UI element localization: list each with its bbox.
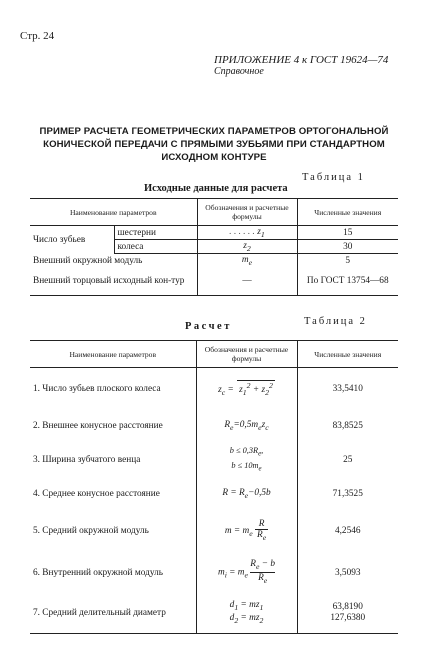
table1-header-name: Наименование параметров [30, 199, 197, 226]
document-title [18, 125, 410, 164]
z2-value: 30 [297, 240, 398, 254]
row-1-formula: $z_c = z_1^2 + z_2^2$ [196, 368, 297, 410]
row-5-value: 4,2546 [297, 510, 398, 552]
row-7-value-2: 127,6380 [330, 613, 366, 624]
row-6-formula: $m_i = m_e$ $\frac{R_e - b}{R_e}$ [196, 552, 297, 594]
contour-label: Внешний торцовый исходный кон-тур [30, 268, 197, 296]
row-4-name: 4. Среднее конусное расстояние [33, 488, 160, 499]
module-value: 5 [297, 254, 398, 268]
contour-symbol: — [197, 268, 297, 296]
appendix-title: ПРИЛОЖЕНИЕ 4 к ГОСТ 19624—74 [214, 54, 389, 66]
row-2-value: 83,8525 [297, 410, 398, 442]
table2-title: Расчет [185, 321, 232, 332]
row-2-formula: $R_e=0,5m_ez_c$ [196, 410, 297, 442]
row-3-value: 25 [297, 442, 398, 478]
table1-header-formula: Обозначения и расчетные формулы [197, 199, 297, 226]
contour-value: По ГОСТ 13754—68 [297, 268, 398, 296]
table2 [30, 340, 398, 634]
table-row [30, 478, 398, 510]
table1 [30, 198, 398, 296]
table1-header-value: Численные значения [297, 199, 398, 226]
row-5-formula: $m = m_e$ $\frac{R}{R_e}$ [196, 510, 297, 552]
module-label: Внешний окружной модуль [33, 255, 143, 266]
row-6-name: 6. Внутренний окружной модуль [33, 567, 163, 578]
row-5-name: 5. Средний окружной модуль [33, 525, 149, 536]
row-7-value-1: 63,8190 [332, 602, 363, 613]
table2-header-formula: Обозначения и расчетные формулы [196, 341, 297, 368]
pinion-label: шестерни [114, 226, 197, 240]
table-row [30, 594, 398, 634]
row-7-value [297, 594, 398, 634]
appendix-subtitle: Справочное [214, 66, 264, 77]
z1-value: 15 [297, 226, 398, 240]
table2-header-value: Численные значения [297, 341, 398, 368]
row-3-name: 3. Ширина зубчатого венца [33, 454, 141, 465]
z1-symbol: . . . . . . $z_1$ [197, 226, 297, 240]
table1-title: Исходные данные для расчета [144, 183, 288, 194]
table-row [30, 442, 398, 478]
z2-symbol: $z_2$ [197, 240, 297, 254]
gear-label: колеса [114, 240, 197, 254]
row-1-value: 33,5410 [297, 368, 398, 410]
table-row [30, 510, 398, 552]
table1-label: Таблица 1 [302, 172, 365, 183]
row-6-value: 3,5093 [297, 552, 398, 594]
table-row [30, 368, 398, 410]
table2-label: Таблица 2 [304, 316, 367, 327]
row-4-value: 71,3525 [297, 478, 398, 510]
row-1-name: 1. Число зубьев плоского колеса [33, 383, 161, 394]
module-symbol: $m_e$ [197, 254, 297, 268]
table-row [30, 552, 398, 594]
row-2-name: 2. Внешнее конусное расстояние [33, 420, 163, 431]
table2-header-name: Наименование параметров [30, 341, 196, 368]
title-line-3: ИСХОДНОМ КОНТУРЕ [161, 152, 267, 163]
table-row [30, 410, 398, 442]
row-7-name: 7. Средний делительный диаметр [30, 594, 196, 634]
row-3-formula: $b \le 0,3R_e$, $b \le 10m_e$ [196, 442, 297, 478]
row-7-formula: $d_1 = mz_1$ $d_2 = mz_2$ [196, 594, 297, 634]
title-line-2: КОНИЧЕСКОЙ ПЕРЕДАЧИ С ПРЯМЫМИ ЗУБЬЯМИ ПРИ СТАНДАРТНОМ [43, 139, 385, 150]
title-line-1: ПРИМЕР РАСЧЕТА ГЕОМЕТРИЧЕСКИХ ПАРАМЕТРОВ ОРТОГОНАЛЬНОЙ [39, 126, 389, 137]
row-4-formula: $R = R_e-0,5b$ [196, 478, 297, 510]
page-number: Стр. 24 [20, 30, 55, 42]
teeth-count-label: Число зубьев [33, 234, 86, 245]
